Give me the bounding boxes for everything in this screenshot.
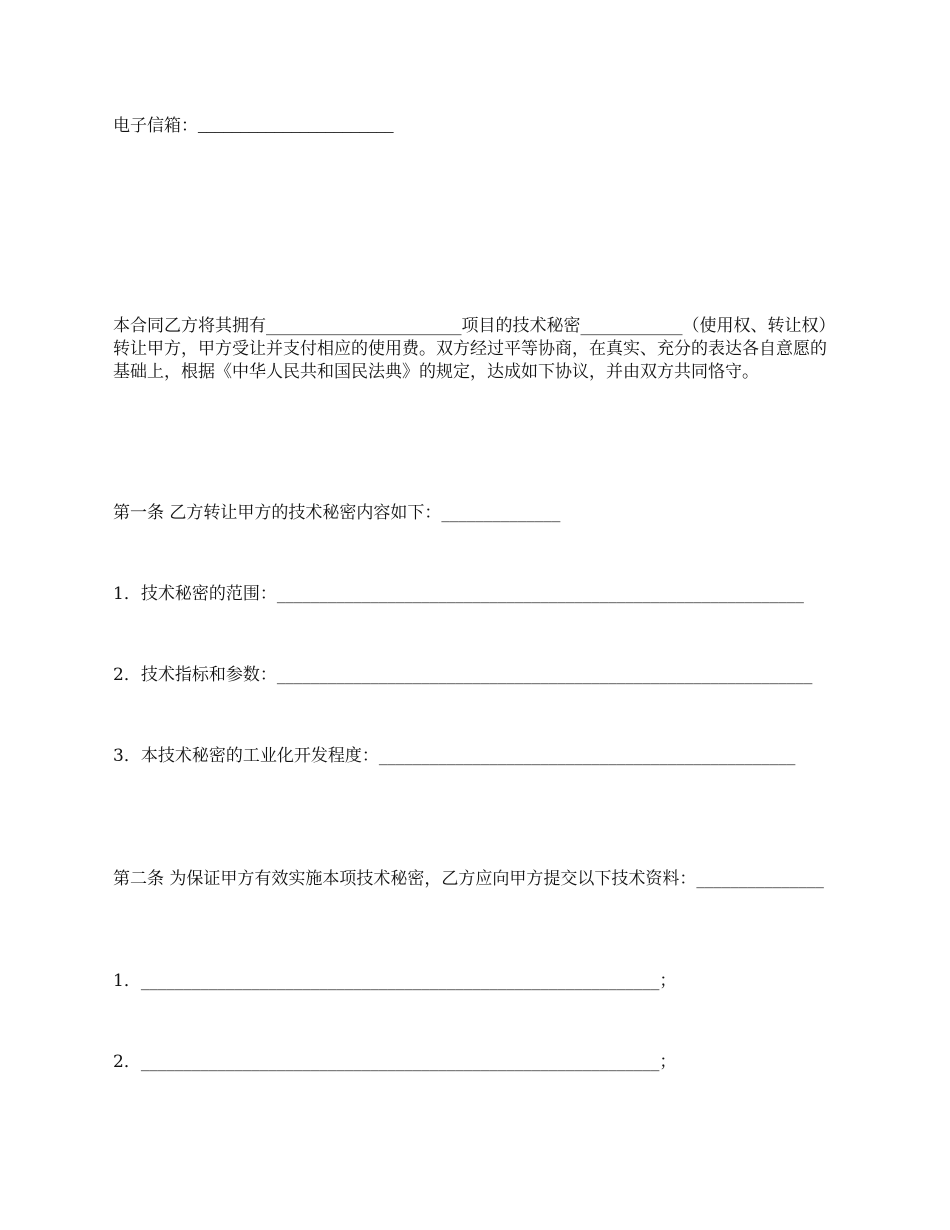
article-1-item-2: 2．技术指标和参数：_______________________________________________________________ (113, 665, 813, 685)
article-1-item-1: 1．技术秘密的范围：______________________________________________________________ (113, 584, 804, 604)
preamble-paragraph: 本合同乙方将其拥有_______________________项目的技术秘密____________（使用权、转让权）转让甲方，甲方受让并支付相应的使用费。双方经过平等协商，在真实、充分的表达各自意愿的基础上，根据《中华人民共和国民法典》的规定，达成如下协议，并由双方共同恪守。 (113, 316, 836, 382)
article-1-heading: 第一条 乙方转让甲方的技术秘密内容如下：______________ (113, 503, 561, 523)
email-blank: _______________________ (198, 116, 394, 135)
article-2-item-2: 2．_____________________________________________________________； (113, 1052, 677, 1072)
email-line (113, 114, 394, 138)
article-1-item-3: 3．本技术秘密的工业化开发程度：_________________________________________________ (113, 746, 796, 766)
article-2-heading: 第二条 为保证甲方有效实施本项技术秘密，乙方应向甲方提交以下技术资料：_______________ (113, 869, 824, 889)
email-label: 电子信箱： (113, 116, 198, 136)
article-2-item-1: 1．_____________________________________________________________； (113, 971, 677, 991)
